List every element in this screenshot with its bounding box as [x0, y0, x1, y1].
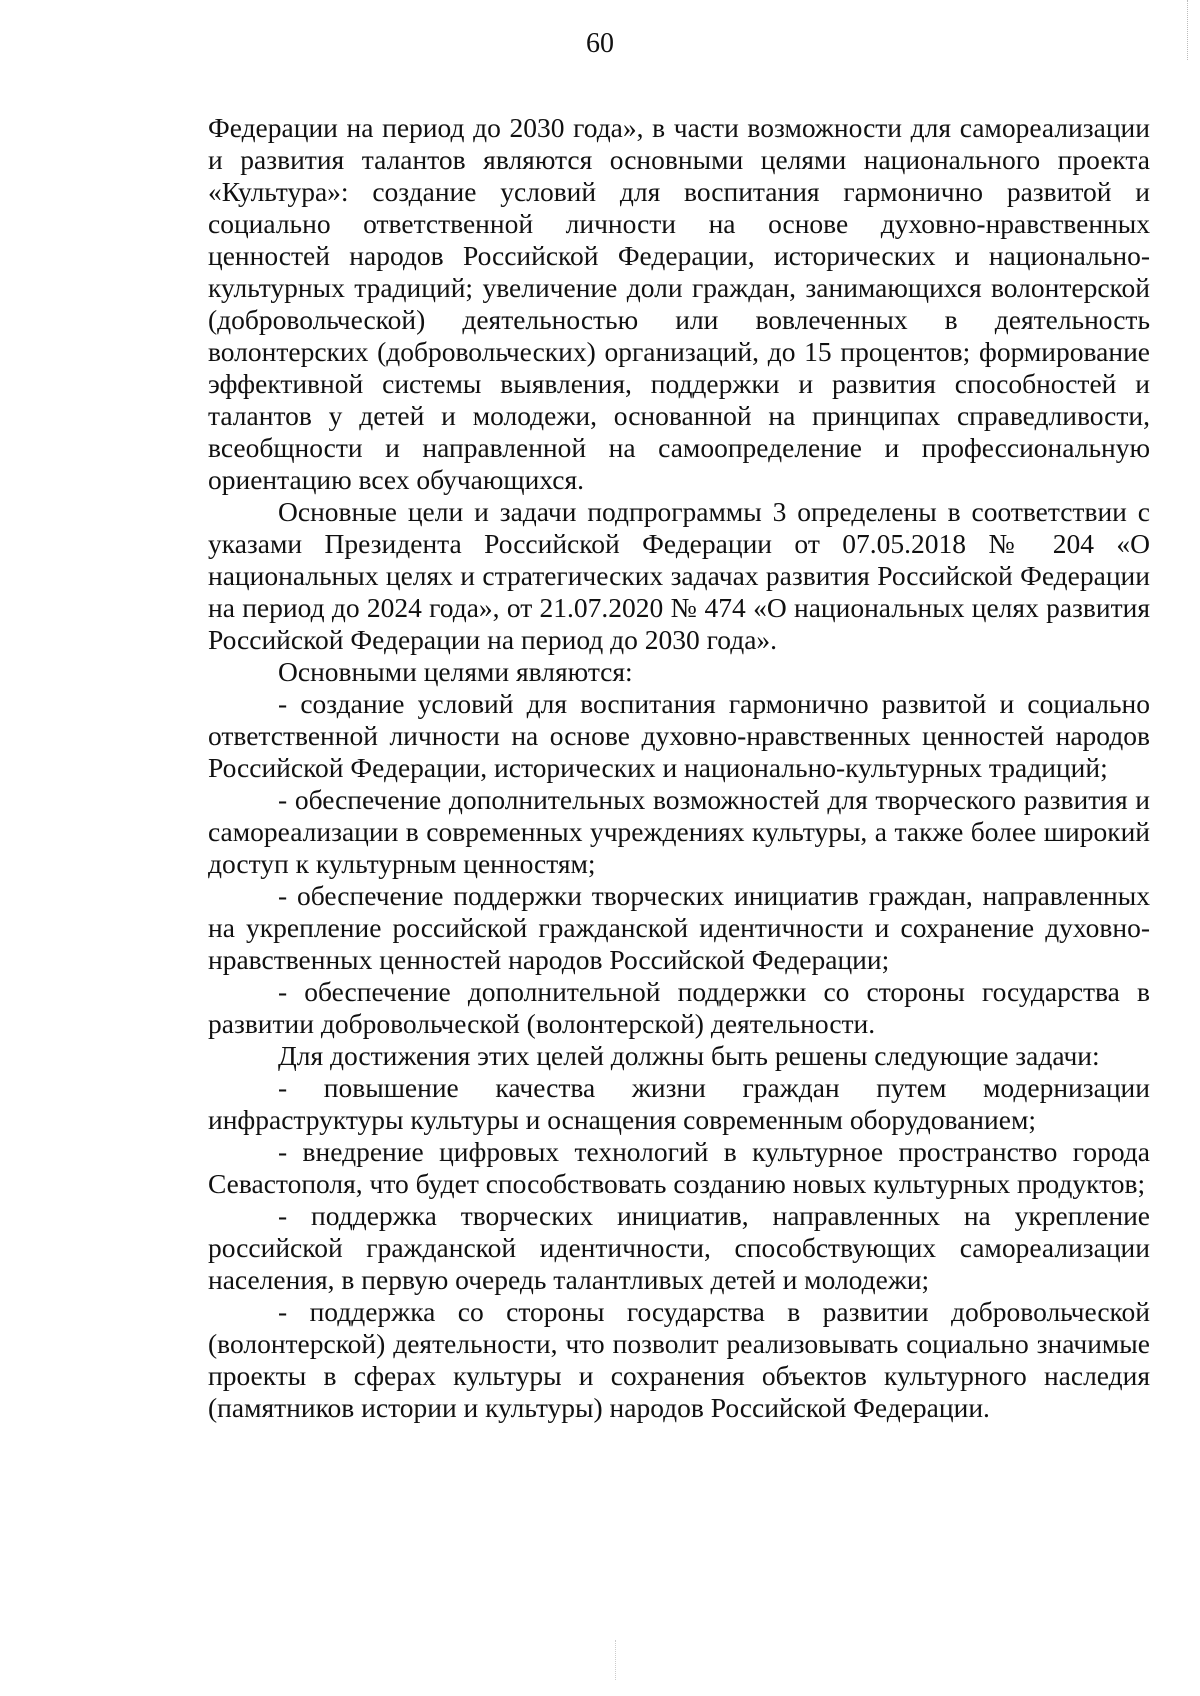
page-number: 60 — [586, 28, 614, 59]
scan-bottom-mark — [615, 1640, 618, 1680]
task-item: - повышение качества жизни граждан путем модернизации инфраструктуры культуры и оснащения современным оборудованием; — [208, 1072, 1150, 1135]
goal-item: - обеспечение поддержки творческих инициатив граждан, направленных на укрепление российской гражданской идентичности и сохранение духовно-нравственных ценностей народов Российской Федерации; — [208, 880, 1150, 975]
goal-item: - обеспечение дополнительных возможностей для творческого развития и самореализации в современных учреждениях культуры, а также более широкий доступ к культурным ценностям; — [208, 784, 1150, 879]
paragraph-continuation: Федерации на период до 2030 года», в части возможности для самореализации и развития талантов являются основными целями национального проекта «Культура»: создание условий для воспитания гармонично развитой и социально ответственной личности на основе духовно-нравственных ценностей народов Российской Федерации, исторических и национально-культурных традиций; увеличение доли граждан, занимающихся волонтерской (добровольческой) деятельностью или вовлеченных в деятельность волонтерских (добровольческих) организаций, до 15 процентов; формирование эффективной системы выявления, поддержки и развития способностей и талантов у детей и молодежи, основанной на принципах справедливости, всеобщности и направленной на самоопределение и профессиональную ориентацию всех обучающихся. — [208, 112, 1150, 495]
document-body — [208, 112, 1150, 1424]
paragraph-goals-decrees: Основные цели и задачи подпрограммы 3 определены в соответствии с указами Президента Российской Федерации от 07.05.2018 № 204 «О национальных целях и стратегических задачах развития Российской Федерации на период до 2024 года», от 21.07.2020 № 474 «О национальных целях развития Российской Федерации на период до 2030 года». — [208, 496, 1150, 655]
goal-item: - обеспечение дополнительной поддержки со стороны государства в развитии добровольческой (волонтерской) деятельности. — [208, 976, 1150, 1039]
task-item: - поддержка творческих инициатив, направленных на укрепление российской гражданской идентичности, способствующих самореализации населения, в первую очередь талантливых детей и молодежи; — [208, 1200, 1150, 1295]
paragraph-tasks-heading: Для достижения этих целей должны быть решены следующие задачи: — [278, 1040, 1100, 1071]
task-item: - внедрение цифровых технологий в культурное пространство города Севастополя, что будет способствовать созданию новых культурных продуктов; — [208, 1136, 1150, 1199]
task-item: - поддержка со стороны государства в развитии добровольческой (волонтерской) деятельности, что позволит реализовывать социально значимые проекты в сферах культуры и сохранения объектов культурного наследия (памятников истории и культуры) народов Российской Федерации. — [208, 1296, 1150, 1423]
goal-item: - создание условий для воспитания гармонично развитой и социально ответственной личности на основе духовно-нравственных ценностей народов Российской Федерации, исторических и национально-культурных традиций; — [208, 688, 1150, 783]
paragraph-main-goals-heading: Основными целями являются: — [278, 656, 633, 687]
